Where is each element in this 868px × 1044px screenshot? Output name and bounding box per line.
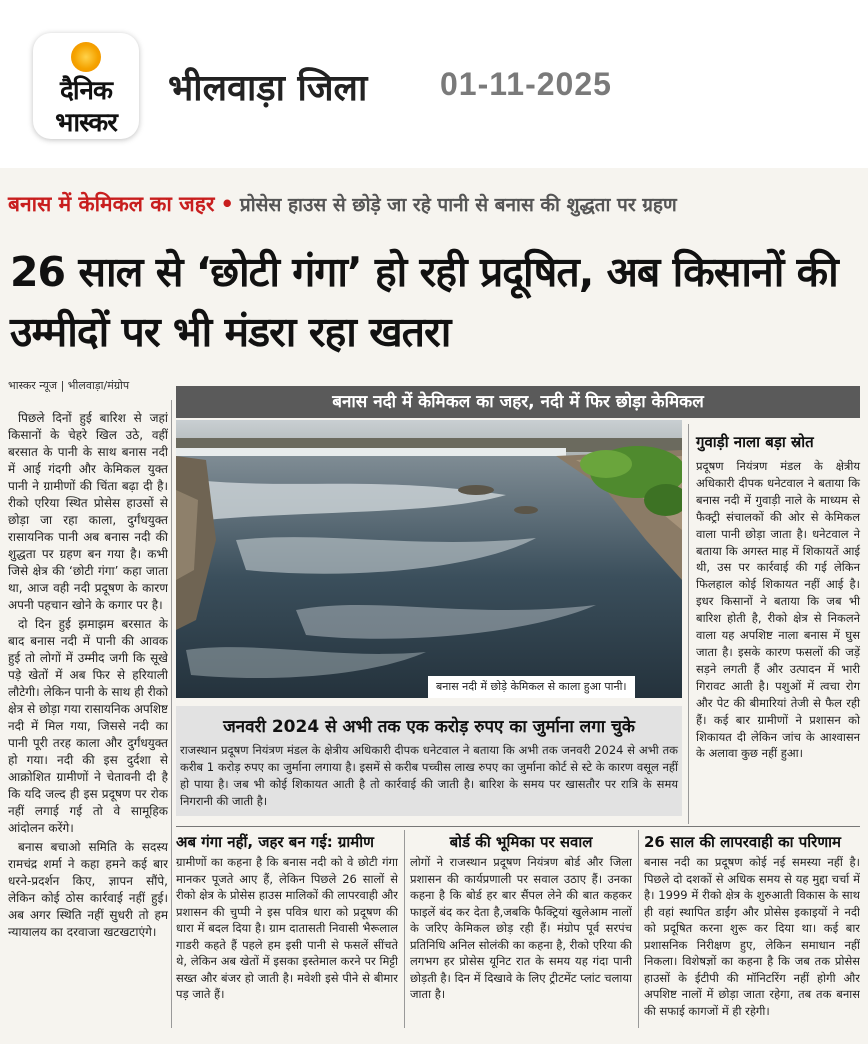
section-text: बनास नदी का प्रदूषण कोई नई समस्या नहीं है। पिछले दो दशकों से अधिक समय से यह मुद्दा चर्चा में है। 1999 में रीको क्षेत्र के शुरुआती विकास के साथ ही वहां स्थापित डाईंग और प्रोसेस इकाइयों ने नदी को प्रदूषित करना शुरू कर दिया था। कई बार प्रशासनिक निरीक्षण हुए, लेकिन समाधान नहीं निकला। विशेषज्ञों का कहना है कि जब तक प्रोसेस हाउसों के ईटीपी की मॉनिटरिंग नहीं होगी और अपशिष्ट नालों में छोड़ा जाता रहेगा, तब तक बनास की सफाई कागजों में ही रहेगी। <box>644 855 860 1018</box>
river-photo <box>176 420 682 698</box>
edition-date: 01-11-2025 <box>440 66 612 102</box>
kicker-separator: • <box>220 192 234 216</box>
river-photo-illustration <box>176 420 682 698</box>
column-divider <box>638 830 639 1028</box>
column-divider <box>688 424 689 824</box>
paragraph: दो दिन हुई झमाझम बरसात के बाद बनास नदी में पानी की आवक हुई तो लोगों में उम्मीद जगी कि सूखे पड़े खेतों में अब फिर से हरियाली लौटेगी। लेकिन पानी के साथ ही रीको क्षेत्र से छोड़ा गया रासायनिक अपशिष्ट नदी में मिल गया, जिससे नदी का पानी पूरी तरह काला और दुर्गंधयुक्त हो गया। नदी की इस दुर्दशा से आक्रोशित ग्रामीणों ने चेतावनी दी है कि यदि जल्द ही इस प्रदूषण पर रोक नहीं लगाई गई तो वे सामूहिक आंदोलन करेंगे। <box>8 617 168 835</box>
section-title: अब गंगा नहीं, जहर बन गई: ग्रामीण <box>176 833 374 851</box>
section-title: 26 साल की लापरवाही का परिणाम <box>644 833 842 851</box>
logo-text-line2: भास्कर <box>55 108 117 138</box>
section-text: ग्रामीणों का कहना है कि बनास नदी को वे छोटी गंगा मानकर पूजते आए हैं, लेकिन पिछले 26 सालों से रीको क्षेत्र के प्रोसेस हाउस मालिकों की लापरवाही और प्रशासन की चुप्पी ने इस पवित्र धारा को प्रदूषण की धारा में बदल दिया है। ग्राम दातासती निवासी भैरूलाल गाडरी कहते हैं पहले हम इसी पानी से फसलें सींचते थे, लेकिन अब खेतों में इसका इस्तेमाल करने पर मिट्टी सख्त और बंजर हो जाती है। मवेशी इसे पीने से बीमार पड़ जाते हैं। <box>176 855 398 1001</box>
sidebox-text: प्रदूषण नियंत्रण मंडल के क्षेत्रीय अधिकारी दीपक धनेटवाल ने बताया कि बनास नदी में गुवाड़ी नाले के माध्यम से फैक्ट्री संचालकों की ओर से केमिकल वाला पानी छोड़ा जाता है। धनेटवाल ने बताया कि अगस्त माह में शिकायतें आई थी, उस पर कार्रवाई की गई लेकिन फिलहाल कोई शिकायत नहीं आई है। इधर किसानों ने बताया कि जब भी बारिश होती है, रीको क्षेत्र से निकलने वाला यह अपशिष्ट नाला बनास में घुस जाता है। इसके कारण फसलों की जड़ें सड़ने लगती हैं और उत्पादन में भारी गिरावट आती है। पशुओं में त्वचा रोग और पेट की बीमारियां तेजी से फैल रही हैं। कई बार ग्रामीणों ने प्रशासन को शिकायत दी लेकिन जांच के आश्वासन के अलावा कुछ नहीं हुआ। <box>696 459 860 761</box>
section-title: बोर्ड की भूमिका पर सवाल <box>449 833 593 851</box>
headline: 26 साल से ‘छोटी गंगा’ हो रही प्रदूषित, अब किसानों की उम्मीदों पर भी मंडरा रहा खतरा <box>10 248 838 356</box>
fine-box-text: राजस्थान प्रदूषण नियंत्रण मंडल के क्षेत्रीय अधिकारी दीपक धनेटवाल ने बताया कि अभी तक जनवरी 2024 से अभी तक करीब 1 करोड़ रुपए का जुर्माना लगाया है। इसमें से करीब पच्चीस लाख रुपए का जुर्माना कोर्ट से स्टे के कारण वसूल नहीं हो पाया है। जब भी कोई शिकायत आती है तो कार्रवाई की जाती है। बारिश के समय पर खासतौर पर रात्रि के समय निगरानी की जाती है। <box>180 743 678 808</box>
kicker-label: बनास में केमिकल का जहर <box>8 192 215 216</box>
paragraph: बनास बचाओ समिति के सदस्य रामचंद्र शर्मा ने कहा हमने कई बार धरने-प्रदर्शन किए, ज्ञापन सौंपे, लेकिन कोई ठोस कार्रवाई नहीं हुई। अब अगर स्थिति नहीं सुधरी तो हम न्यायालय का दरवाजा खटखटाएंगे। <box>8 840 168 939</box>
photo-caption: बनास नदी में छोड़े केमिकल से काला हुआ पानी। <box>428 676 635 698</box>
district-title: भीलवाड़ा जिला <box>168 68 368 109</box>
byline: भास्कर न्यूज | भीलवाड़ा/मंग्रोप <box>8 379 130 392</box>
kicker-line <box>8 190 677 224</box>
dainik-bhaskar-logo <box>33 33 139 139</box>
column-divider <box>404 830 405 1028</box>
page-header <box>0 0 868 168</box>
logo-text-line1: दैनिक <box>60 76 112 106</box>
left-column <box>8 410 168 1028</box>
section-text: लोगों ने राजस्थान प्रदूषण नियंत्रण बोर्ड और जिला प्रशासन की कार्यप्रणाली पर सवाल उठाए हैं। उनका कहना है कि बोर्ड हर बार सैंपल लेने की बात कहकर फाइलें बंद कर देता है,जबकि फैक्ट्रियां खुलेआम नालों के जरिए केमिकल छोड़ रही हैं। मंग्रोप पूर्व सरपंच प्रतिनिधि अनिल सोलंकी का कहना है, रीको एरिया की लगभग हर प्रोसेस यूनिट रात के समय यह गंदा पानी छोड़ती है। दिन में दिखावे के लिए ट्रीटमेंट प्लांट चलाया जाता है। <box>410 855 632 1001</box>
sidebox-title: गुवाड़ी नाला बड़ा स्रोत <box>696 433 814 451</box>
sun-icon <box>71 42 101 72</box>
kicker-subhead: प्रोसेस हाउस से छोड़े जा रहे पानी से बनास की शुद्धता पर ग्रहण <box>239 194 677 216</box>
column-divider <box>171 400 172 1028</box>
section-rule <box>176 826 860 827</box>
paragraph: पिछले दिनों हुई बारिश से जहां किसानों के चेहरे खिल उठे, वहीं बरसात के पानी के साथ बनास नदी में आई गंदगी और केमिकल युक्त पानी ने ग्रामीणों की चिंता बढ़ा दी है। रीको एरिया स्थित प्रोसेस हाउसों से छोड़ा जा रहा काला, दुर्गंधयुक्त रासायनिक पानी अब बनास नदी की शुद्धता पर ग्रहण बन गया है। कभी जिसे क्षेत्र की ‘छोटी गंगा’ कहा जाता था, आज वही नदी प्रदूषण के कारण अपनी पहचान खोने के कगार पर है। <box>8 411 168 612</box>
fine-box-title: जनवरी 2024 से अभी तक एक करोड़ रुपए का जुर्माना लगा चुके <box>223 717 635 737</box>
photo-caption-bar: बनास नदी में केमिकल का जहर, नदी में फिर छोड़ा केमिकल <box>176 386 860 418</box>
